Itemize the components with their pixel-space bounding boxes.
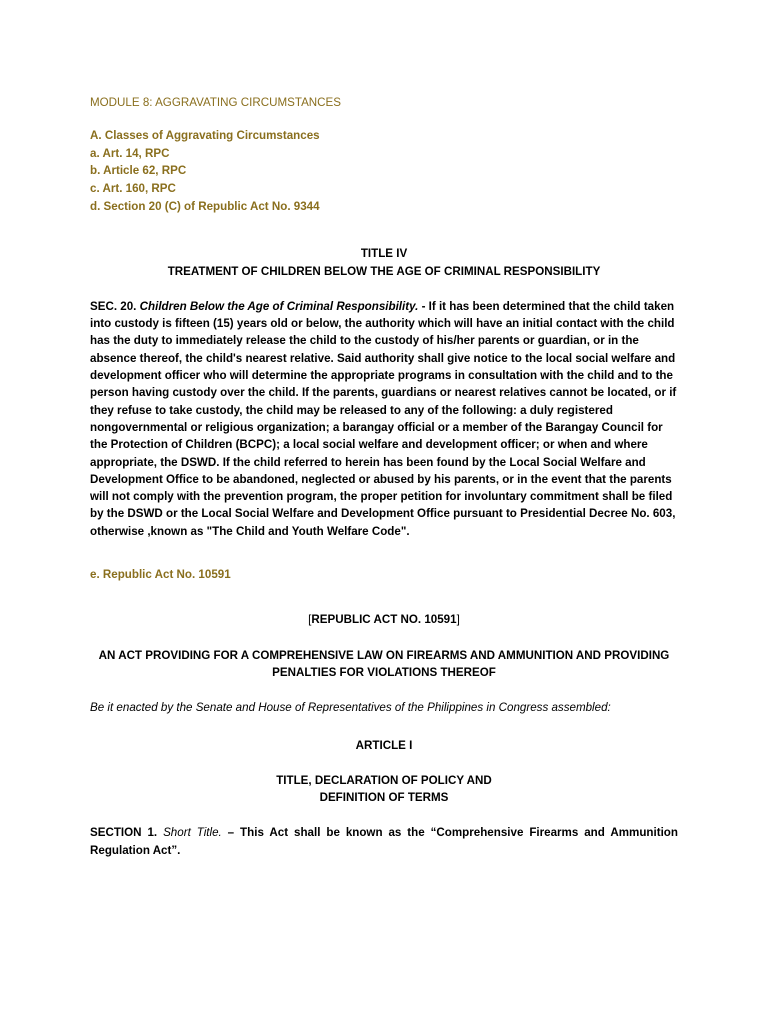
article-title-line: DEFINITION OF TERMS (319, 791, 449, 805)
section-1-body: – This Act shall be known as the “Comprehensive Firearms and Ammunition Regulation Act”. (90, 826, 678, 857)
enacting-clause: Be it enacted by the Senate and House of Representatives of the Philippines in Congress assembled: (90, 701, 611, 715)
title-iv-line: TITLE IV (360, 247, 408, 261)
classes-list (90, 127, 678, 215)
title-iv-heading (90, 245, 678, 280)
list-item: c. Art. 160, RPC (90, 182, 176, 196)
section-20-paragraph (90, 298, 678, 540)
module-title: MODULE 8: AGGRAVATING CIRCUMSTANCES (90, 96, 342, 109)
republic-act-number (90, 611, 678, 628)
article-title (90, 772, 678, 807)
list-item: b. Article 62, RPC (90, 164, 187, 178)
act-title: AN ACT PROVIDING FOR A COMPREHENSIVE LAW ON FIREARMS AND AMMUNITION AND PROVIDING PENALTIES FOR VIOLATIONS THEREOF (98, 648, 670, 679)
classes-heading: A. Classes of Aggravating Circumstances (90, 129, 320, 143)
republic-act-label: REPUBLIC ACT NO. 10591 (311, 613, 457, 627)
article-heading: ARTICLE I (355, 738, 413, 752)
list-item-e: e. Republic Act No. 10591 (90, 568, 231, 582)
article-title-line: TITLE, DECLARATION OF POLICY AND (276, 773, 492, 787)
list-item: d. Section 20 (C) of Republic Act No. 9344 (90, 199, 320, 213)
section-20-body: - If it has been determined that the child taken into custody is fifteen (15) years old or below, the authority which will have an initial contact with the child has the duty to immediately release the child to the custody of his/her parents or guardian, or in the absence thereof, the child's nearest relative. Said authority shall give notice to the local social welfare and development officer who will determine the appropriate programs in consultation with the child and to the person having custody over the child. If the parents, guardians or nearest relatives cannot be located, or if they refuse to take custody, the child may be released to any of the following: a duly registered nongovernmental or religious organization; a barangay official or a member of the Barangay Council for the Protection of Children (BCPC); a local social welfare and development officer; or when and where appropriate, the DSWD. If the child referred to herein has been found by the Local Social Welfare and Development Office to be abandoned, neglected or abused by his parents, or in the event that the parents will not comply with the prevention program, the proper petition for involuntary commitment shall be filed by the DSWD or the Local Social Welfare and Development Office pursuant to Presidential Decree No. 603, otherwise ,known as "The Child and Youth Welfare Code". (90, 299, 677, 538)
section-1-paragraph (90, 824, 678, 859)
bracket-open: [ (308, 613, 312, 627)
section-20-heading: Children Below the Age of Criminal Responsibility. (139, 299, 419, 313)
section-1-heading: Short Title. (163, 826, 222, 840)
title-iv-subtitle: TREATMENT OF CHILDREN BELOW THE AGE OF CRIMINAL RESPONSIBILITY (167, 264, 601, 278)
section-20-label: SEC. 20. (90, 299, 137, 313)
section-1-label: SECTION 1. (90, 826, 158, 840)
bracket-close: ] (456, 613, 460, 627)
list-item: a. Art. 14, RPC (90, 146, 170, 160)
